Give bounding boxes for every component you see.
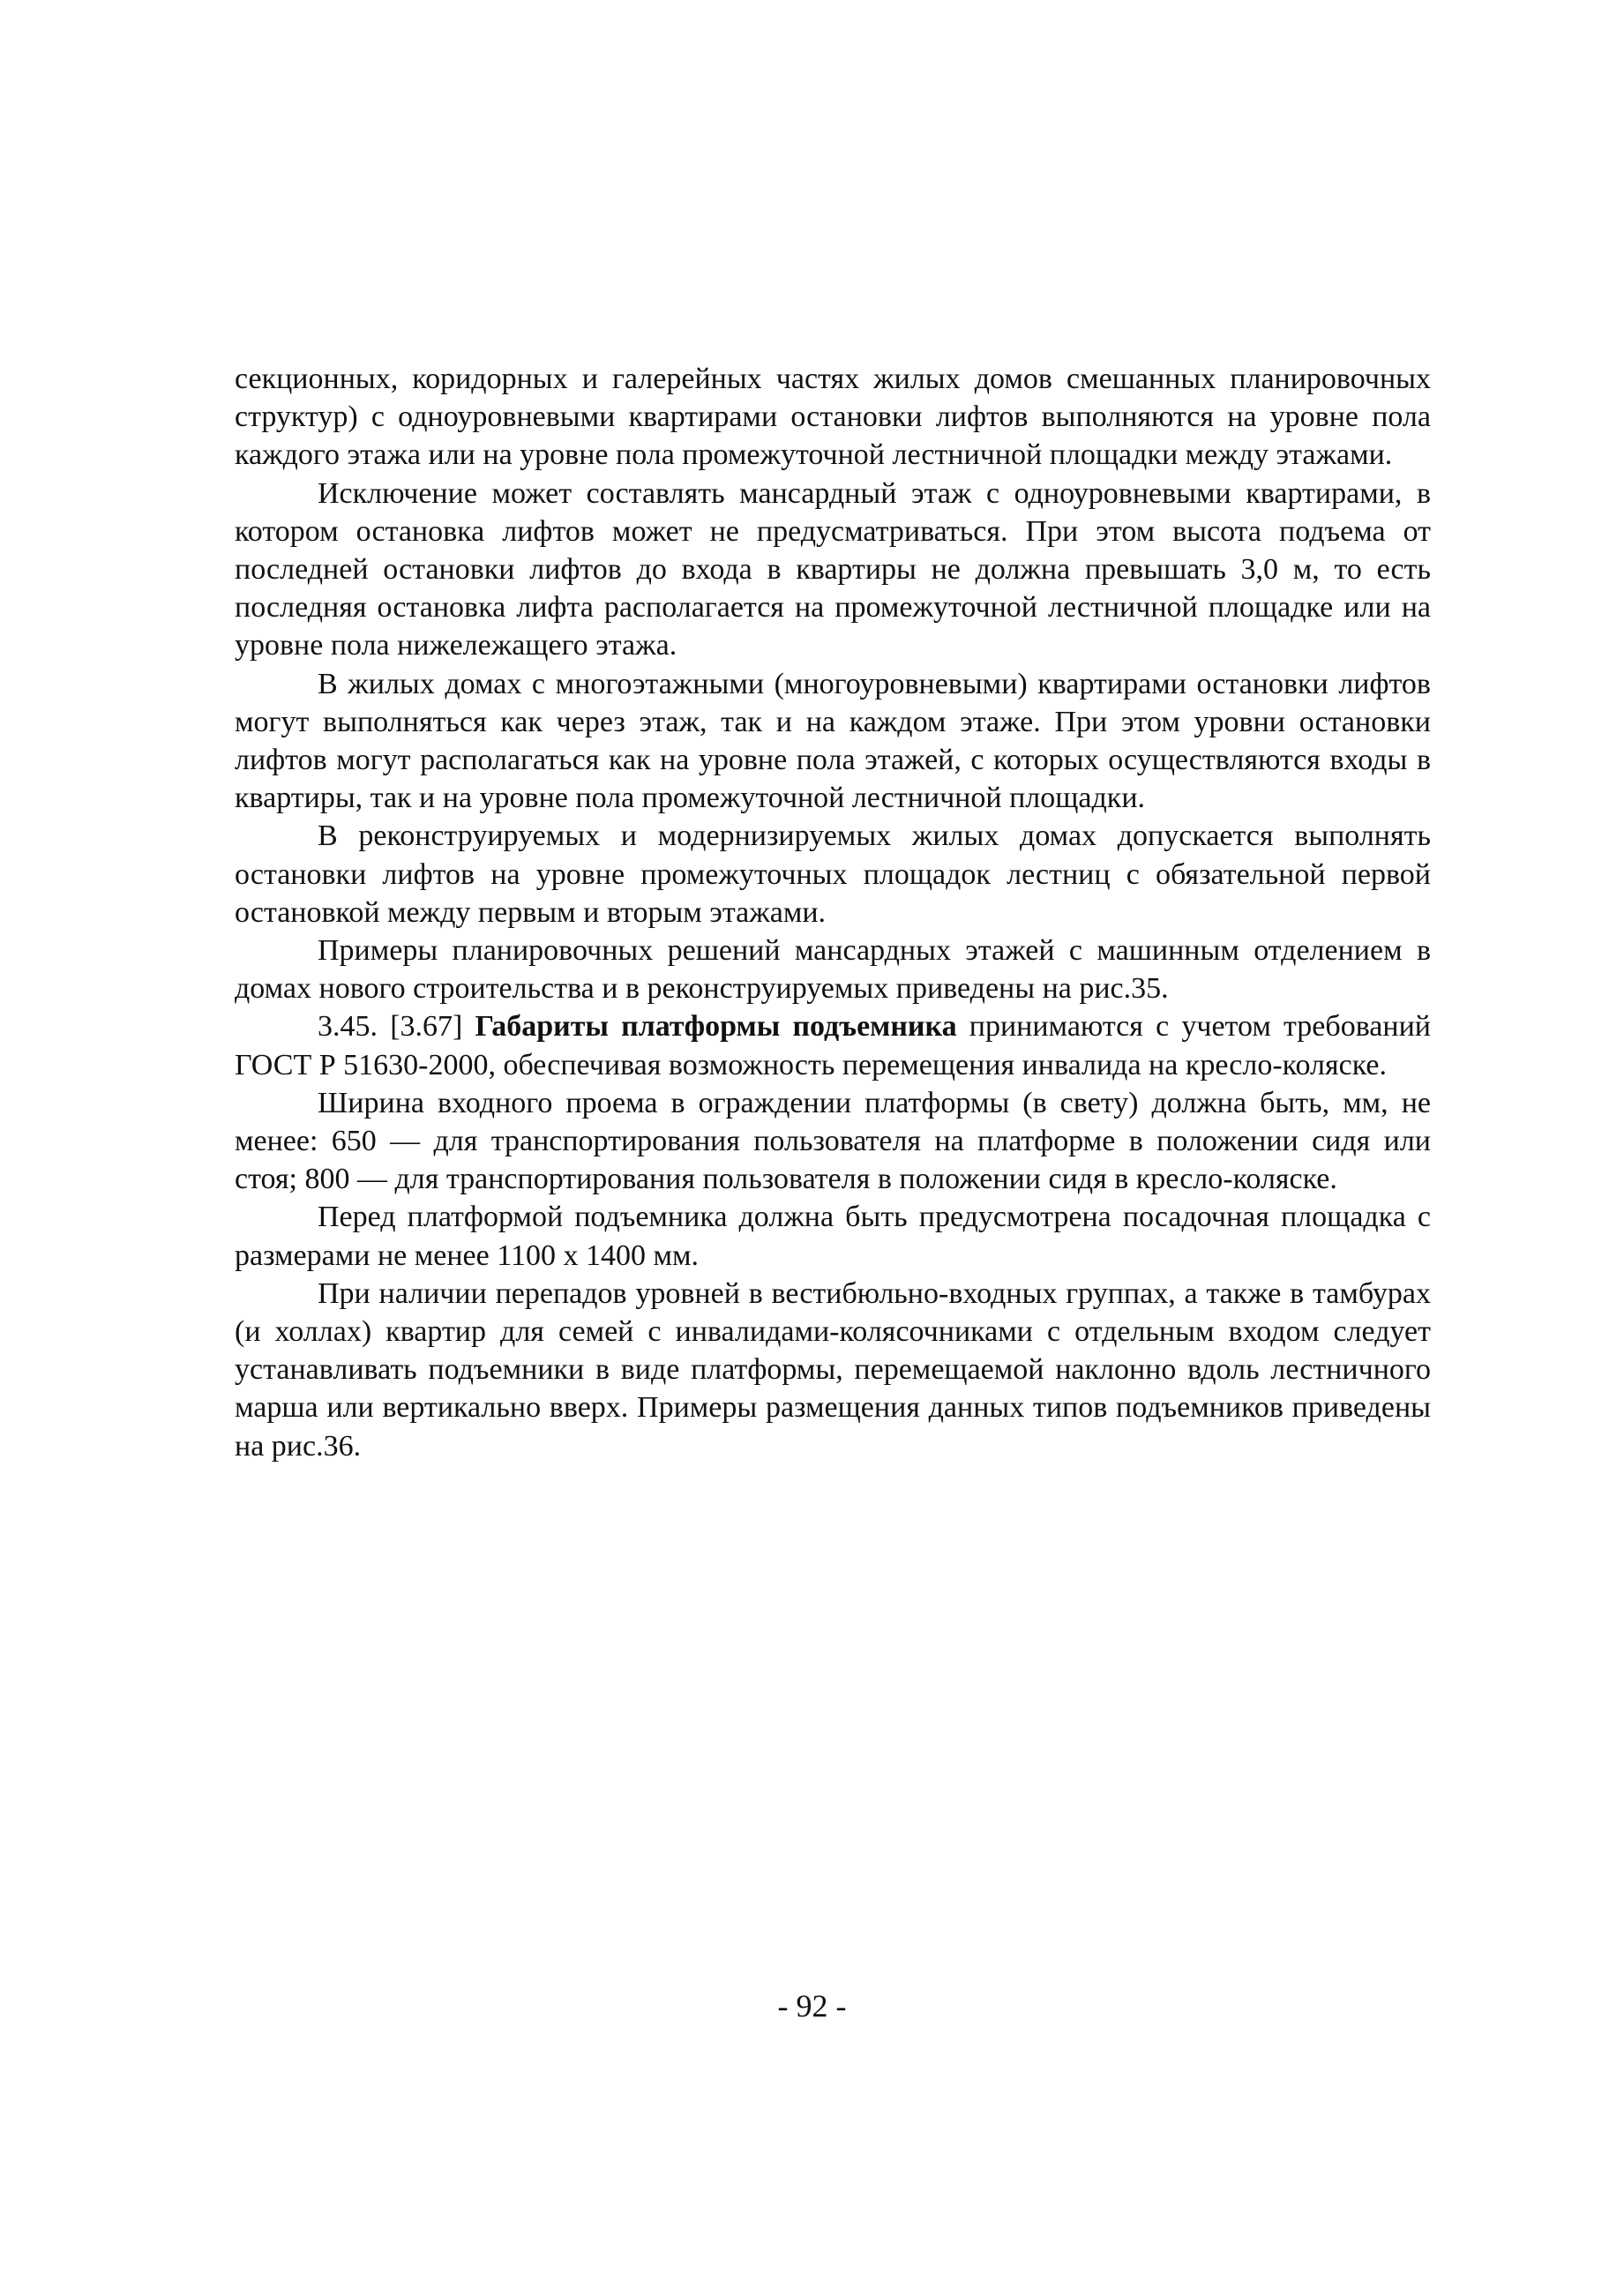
document-body <box>235 360 1431 1465</box>
paragraph-reconstructed-buildings: В реконструируемых и модернизируемых жилых домах допускается выполнять остановки лифтов на уровне промежуточных площадок лестниц с обязательной первой остановкой между первым и вторым этажами. <box>235 819 1431 929</box>
section-3-45 <box>235 1007 1431 1083</box>
paragraph-landing-area: Перед платформой подъемника должна быть предусмотрена посадочная площадка с размерами не менее 1100 х 1400 мм. <box>235 1201 1431 1272</box>
paragraph-examples-fig35: Примеры планировочных решений мансардных этажей с машинным отделением в домах нового строительства и в реконструируемых приведены на рис.35. <box>235 934 1431 1006</box>
paragraph-continuation: секционных, коридорных и галерейных частях жилых домов смешанных планировочных структур) с одноуровневыми квартирами остановки лифтов выполняются на уровне пола каждого этажа или на уровне пола промежуточной лестничной площадки между этажами. <box>235 363 1431 472</box>
section-text: принимаются с учетом требований ГОСТ Р 51630-2000, обеспечивая возможность перемещения инвалида на кресло-коляске. <box>235 1010 1431 1081</box>
section-number: 3.45. [3.67] <box>318 1010 475 1044</box>
paragraph-multilevel-apartments: В жилых домах с многоэтажными (многоуровневыми) квартирами остановки лифтов могут выполняться как через этаж, так и на каждом этаже. При этом уровни остановки лифтов могут располагаться как на уровне пола этажей, с которых осуществляются входы в квартиры, так и на уровне пола промежуточной лестничной площадки. <box>235 667 1431 815</box>
paragraph-mansard-exception: Исключение может составлять мансардный этаж с одноуровневыми квартирами, в котором остановка лифтов может не предусматриваться. При этом высота подъема от последней остановки лифтов до входа в квартиры не должна превышать 3,0 м, то есть последняя остановка лифта располагается на промежуточной лестничной площадке или на уровне пола нижележащего этажа. <box>235 476 1431 662</box>
paragraph-lift-placement: При наличии перепадов уровней в вестибюльно-входных группах, а также в тамбурах (и холлах) квартир для семей с инвалидами-колясочниками с отдельным входом следует устанавливать подъемники в виде платформы, перемещаемой наклонно вдоль лестничного марша или вертикально вверх. Примеры размещения данных типов подъемников приведены на рис.36. <box>235 1276 1431 1463</box>
section-heading: Габариты платформы подъемника <box>475 1010 957 1044</box>
paragraph-entrance-width: Ширина входного проема в ограждении платформы (в свету) должна быть, мм, не менее: 650 — для транспортирования пользователя на платформе в положении сидя или стоя; 800 — для транспортирования пользователя в положении сидя в кресло-коляске. <box>235 1086 1431 1196</box>
page-number: - 92 - <box>777 1988 847 2024</box>
